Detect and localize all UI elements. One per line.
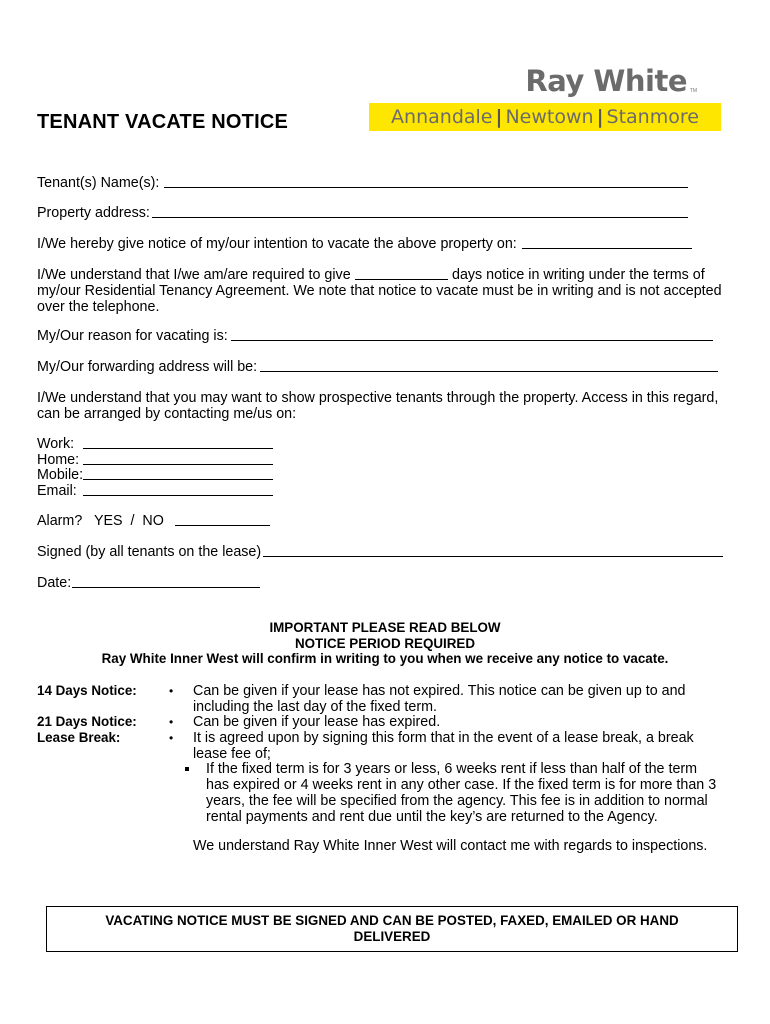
ray-white-logo: [369, 64, 721, 132]
vacating-notice-box: [46, 906, 738, 952]
reason-field[interactable]: [231, 340, 713, 341]
label-14-days: 14 Days Notice:: [37, 683, 137, 698]
date-field[interactable]: [72, 587, 260, 588]
notice-days-field[interactable]: [355, 279, 448, 280]
notice-text-part1: I/We understand that I/we am/are required to give: [37, 267, 351, 283]
notice-period-heading: NOTICE PERIOD REQUIRED: [294, 636, 476, 651]
logo-brand-area: [369, 64, 721, 102]
box-line-2: DELIVERED: [353, 929, 431, 944]
bullet-14-days-text: Can be given if your lease has not expired. This notice can be given up to and including the last day of the fixed term.: [193, 683, 686, 715]
work-phone-field[interactable]: [83, 448, 273, 449]
notice-text-rest: my/our Residential Tenancy Agreement. We note that notice to vacate must be in writing and is not accepted over the telephone.: [37, 283, 722, 315]
inspections-text: We understand Ray White Inner West will contact me with regards to inspections.: [193, 838, 708, 854]
property-address-field[interactable]: [152, 217, 688, 218]
page-title: TENANT VACATE NOTICE: [37, 111, 289, 133]
label-21-days: 21 Days Notice:: [37, 714, 137, 729]
label-lease-break: Lease Break:: [37, 730, 121, 745]
bullet-icon: •: [169, 731, 174, 745]
mobile-label: Mobile:: [37, 467, 84, 483]
square-bullet-icon: [185, 767, 189, 771]
date-label: Date:: [37, 575, 72, 591]
important-heading: IMPORTANT PLEASE READ BELOW: [269, 620, 501, 635]
logo-location-annandale: Annandale: [391, 106, 493, 128]
confirm-text: Ray White Inner West will confirm in writing to you when we receive any notice to vacate.: [101, 651, 669, 666]
lease-break-fee-text: If the fixed term is for 3 years or less, 6 weeks rent if less than half of the term has expired or 4 weeks rent in any other case. If the fixed term is for more than 3 years, the fee will be specified from the agency. This fee is in addition to normal rental payments and rent due until the key’s are returned to the Agency.: [206, 761, 717, 825]
logo-location-stanmore: Stanmore: [606, 106, 699, 128]
bullet-lease-break-text: It is agreed upon by signing this form that in the event of a lease break, a break lease fee of;: [193, 730, 694, 762]
home-label: Home:: [37, 452, 80, 468]
notice-text-part2: days notice in writing under the terms of: [452, 267, 705, 283]
logo-location-bar: [369, 103, 721, 131]
mobile-phone-field[interactable]: [83, 479, 273, 480]
logo-location-newtown: Newtown: [505, 106, 594, 128]
alarm-label: Alarm? YES / NO: [37, 513, 164, 529]
alarm-code-field[interactable]: [175, 525, 270, 526]
tenant-names-field[interactable]: [164, 187, 688, 188]
email-label: Email:: [37, 483, 77, 499]
forwarding-address-label: My/Our forwarding address will be:: [37, 359, 258, 375]
box-line-1: VACATING NOTICE MUST BE SIGNED AND CAN BE POSTED, FAXED, EMAILED OR HAND: [105, 913, 679, 928]
logo-trademark: TM: [689, 88, 697, 94]
bullet-21-days-text: Can be given if your lease has expired.: [193, 714, 441, 730]
forwarding-address-field[interactable]: [260, 371, 718, 372]
signature-field[interactable]: [263, 556, 723, 557]
logo-separator: |: [495, 106, 503, 128]
tenant-names-label: Tenant(s) Name(s):: [37, 175, 160, 191]
access-text: I/We understand that you may want to show prospective tenants through the property. Access in this regard, can be arranged by contacting me/us on:: [37, 390, 719, 422]
vacate-date-label: I/We hereby give notice of my/our intention to vacate the above property on:: [37, 236, 517, 252]
property-address-label: Property address:: [37, 205, 150, 221]
signed-label: Signed (by all tenants on the lease): [37, 544, 262, 560]
bullet-icon: •: [169, 684, 174, 698]
bullet-icon: •: [169, 715, 174, 729]
home-phone-field[interactable]: [83, 464, 273, 465]
vacate-date-field[interactable]: [522, 248, 692, 249]
logo-brand-text: Ray White: [525, 64, 687, 98]
reason-label: My/Our reason for vacating is:: [37, 328, 228, 344]
work-label: Work:: [37, 436, 75, 452]
email-field[interactable]: [83, 495, 273, 496]
logo-separator: |: [596, 106, 604, 128]
